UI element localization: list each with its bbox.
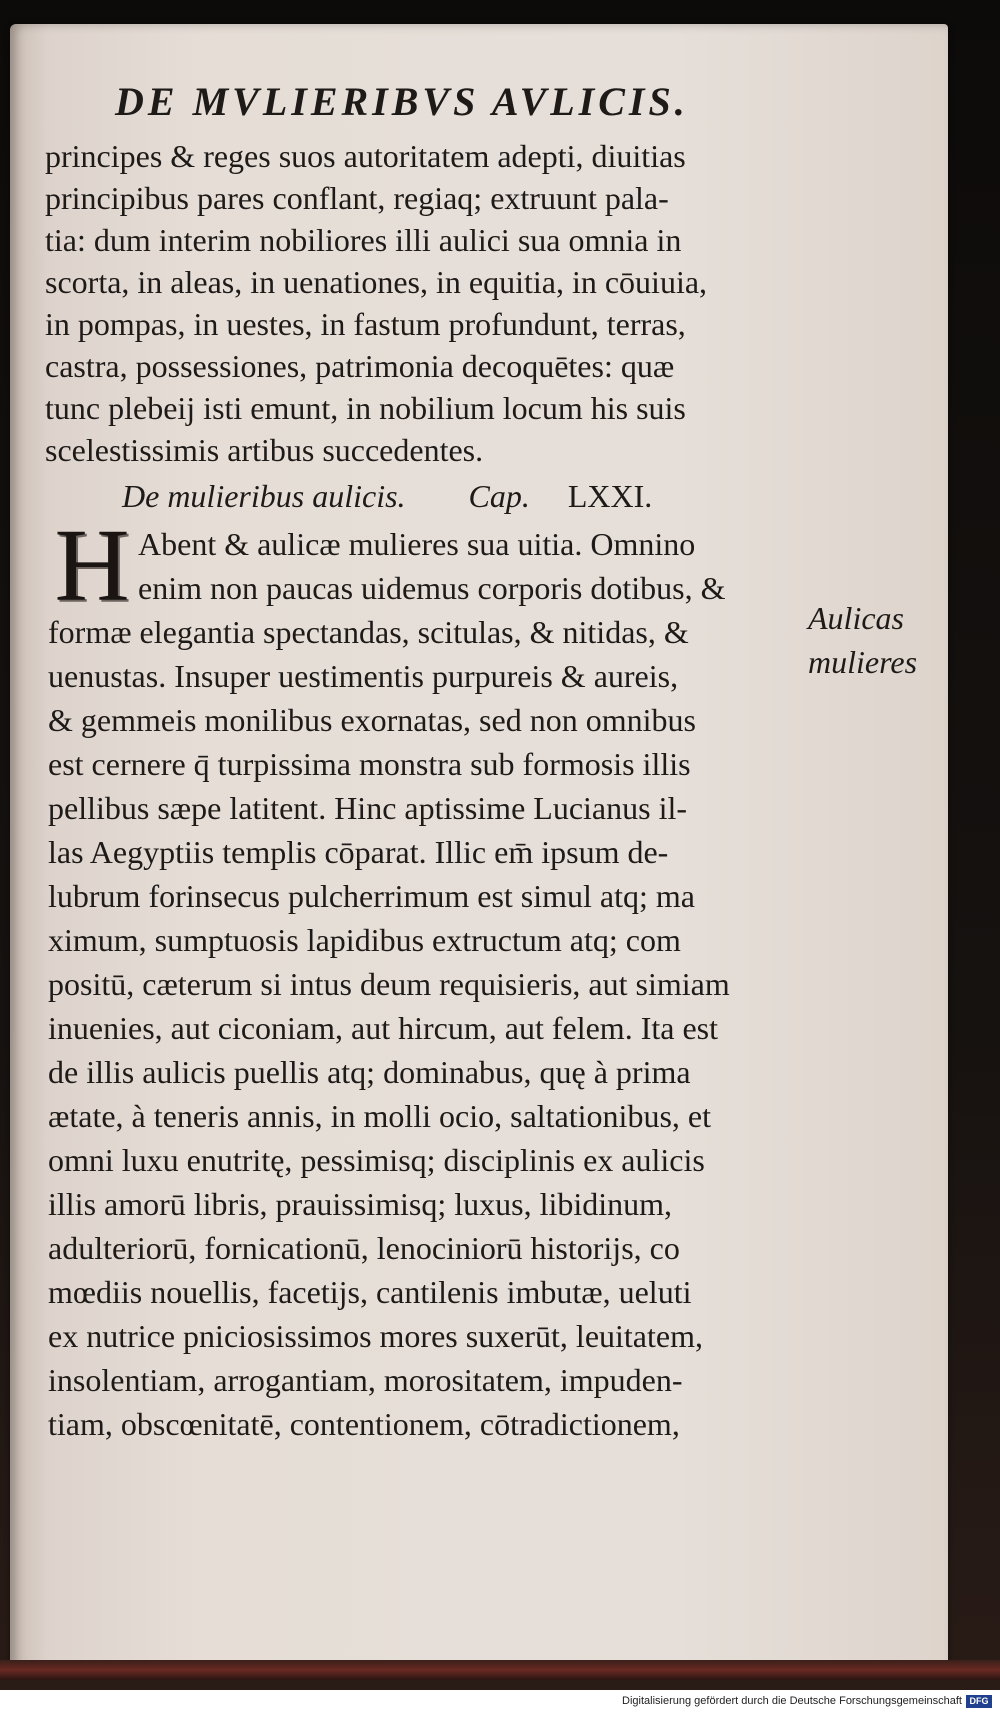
chapter-line: enim non paucas uidemus corporis dotibus, & xyxy=(138,570,726,606)
chapter-line: ætate, à teneris annis, in molli ocio, saltationibus, et xyxy=(48,1098,711,1134)
dfg-logo-icon: DFG xyxy=(966,1695,992,1708)
footer-bar xyxy=(0,1690,1000,1713)
preceding-line: in pompas, in uestes, in fastum profundunt, terras, xyxy=(45,306,686,342)
chapter-line: adulteriorū, fornicationū, lenociniorū historijs, co xyxy=(48,1230,680,1266)
chapter-line: uenustas. Insuper uestimentis purpureis & aureis, xyxy=(48,658,679,694)
chapter-line: est cernere q̄ turpissima monstra sub formosis illis xyxy=(48,746,691,782)
chapter-line: illis amorū libris, prauissimisq; luxus, libidinum, xyxy=(48,1186,673,1222)
preceding-line: tia: dum interim nobiliores illi aulici sua omnia in xyxy=(45,222,682,258)
chapter-line: lubrum forinsecus pulcherrimum est simul atq; ma xyxy=(48,878,695,914)
drop-cap-initial: H xyxy=(54,508,130,623)
chapter-line: formæ elegantia spectandas, scitulas, & nitidas, & xyxy=(48,614,689,650)
chapter-line: positū, cæterum si intus deum requisieris, aut simiam xyxy=(48,966,730,1002)
preceding-line: scorta, in aleas, in uenationes, in equitia, in cōuiuia, xyxy=(45,264,708,300)
running-head: DE MVLIERIBVS AVLICIS. xyxy=(115,79,689,124)
chapter-cap-label: Cap. xyxy=(468,478,530,514)
marginal-note-line: Aulicas xyxy=(808,600,904,636)
chapter-title: De mulieribus aulicis. xyxy=(122,478,406,514)
chapter-line: insolentiam, arrogantiam, morositatem, impuden- xyxy=(48,1362,683,1398)
chapter-line: pellibus sæpe latitent. Hinc aptissime Lucianus il- xyxy=(48,790,687,826)
chapter-line: tiam, obscœnitatē, contentionem, cōtradictionem, xyxy=(48,1406,680,1442)
chapter-line: ex nutrice pniciosissimos mores suxerūt, leuitatem, xyxy=(48,1318,703,1354)
chapter-line: de illis aulicis puellis atq; dominabus, quę à prima xyxy=(48,1054,691,1090)
chapter-line: & gemmeis monilibus exornatas, sed non omnibus xyxy=(48,702,696,738)
chapter-line: Abent & aulicæ mulieres sua uitia. Omnino xyxy=(138,526,696,562)
chapter-line: las Aegyptiis templis cōparat. Illic em̄ ipsum de- xyxy=(48,834,669,870)
preceding-line: tunc plebeij isti emunt, in nobilium locum his suis xyxy=(45,390,686,426)
preceding-line: scelestissimis artibus succedentes. xyxy=(45,432,484,468)
chapter-line: inuenies, aut ciconiam, aut hircum, aut felem. Ita est xyxy=(48,1010,718,1046)
funding-notice: Digitalisierung gefördert durch die Deutsche Forschungsgemeinschaft xyxy=(622,1695,962,1707)
chapter-line: ximum, sumptuosis lapidibus extructum atq; com xyxy=(48,922,681,958)
preceding-line: castra, possessiones, patrimonia decoquētes: quæ xyxy=(45,348,675,384)
page-bottom-edge xyxy=(0,1660,1000,1680)
preceding-line: principibus pares conflant, regiaq; extruunt pala- xyxy=(45,180,669,216)
chapter-heading xyxy=(122,478,652,515)
chapter-line: mœdiis nouellis, facetijs, cantilenis imbutæ, ueluti xyxy=(48,1274,692,1310)
preceding-line: principes & reges suos autoritatem adepti, diuitias xyxy=(45,138,686,174)
chapter-line: omni luxu enutritę, pessimisq; disciplinis ex aulicis xyxy=(48,1142,705,1178)
chapter-number: LXXI. xyxy=(567,478,653,514)
marginal-note-line: mulieres xyxy=(808,644,918,680)
